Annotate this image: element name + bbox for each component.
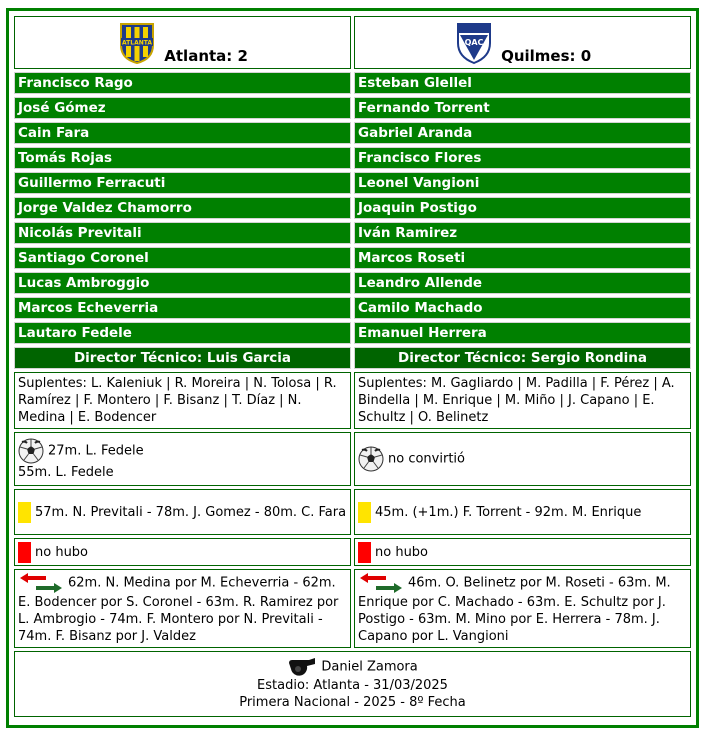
away-yellow-text: 45m. (+1m.) F. Torrent - 92m. M. Enrique — [375, 504, 642, 520]
home-goal-1: 27m. L. Fedele — [48, 443, 144, 458]
substitution-arrows-icon — [358, 572, 404, 594]
away-goals — [354, 432, 691, 486]
home-player: José Gómez — [14, 97, 351, 119]
away-player: Marcos Roseti — [354, 247, 691, 269]
away-team-header — [354, 16, 691, 69]
home-goal-2: 55m. L. Fedele — [18, 464, 114, 480]
home-player: Jorge Valdez Chamorro — [14, 197, 351, 219]
away-coach: Director Técnico: Sergio Rondina — [354, 347, 691, 369]
away-substitutes: Suplentes: M. Gagliardo | M. Padilla | F. Pérez | A. Bindella | M. Enrique | M. Miño | J. Capano | E. Schultz | O. Belinetz — [354, 372, 691, 429]
home-player: Lucas Ambroggio — [14, 272, 351, 294]
home-substitutions — [14, 569, 351, 648]
referee-name: Daniel Zamora — [321, 659, 418, 675]
away-player: Iván Ramirez — [354, 222, 691, 244]
home-team-score: Atlanta: 2 — [164, 46, 248, 65]
away-yellow-cards — [354, 489, 691, 535]
soccer-ball-icon — [358, 446, 384, 472]
match-table — [11, 13, 694, 720]
home-yellow-text: 57m. N. Previtali - 78m. J. Gomez - 80m. C. Fara — [35, 504, 347, 520]
yellow-card-icon — [18, 502, 31, 523]
away-player: Francisco Flores — [354, 147, 691, 169]
match-sheet — [6, 8, 699, 728]
substitution-arrows-icon — [18, 572, 64, 594]
quilmes-crest-text: QAC — [464, 37, 484, 47]
home-substitutions-text: 62m. N. Medina por M. Echeverria - 62m. E. Bodencer por S. Coronel - 63m. R. Ramirez por L. Ambrogio - 74m. F. Montero por N. Previtali - 74m. F. Bisanz por J. Valdez — [18, 575, 339, 644]
home-player: Santiago Coronel — [14, 247, 351, 269]
competition-round: Primera Nacional - 2025 - 8º Fecha — [239, 695, 466, 710]
away-player: Fernando Torrent — [354, 97, 691, 119]
away-player: Emanuel Herrera — [354, 322, 691, 344]
away-player: Joaquin Postigo — [354, 197, 691, 219]
quilmes-crest-icon — [454, 21, 494, 65]
soccer-ball-icon — [18, 438, 44, 464]
whistle-icon — [287, 657, 317, 677]
home-red-text: no hubo — [35, 544, 89, 560]
red-card-icon — [358, 542, 371, 563]
home-player: Cain Fara — [14, 122, 351, 144]
home-yellow-cards — [14, 489, 351, 535]
away-goals-text: no convirtió — [388, 451, 465, 467]
home-substitutes: Suplentes: L. Kaleniuk | R. Moreira | N. Tolosa | R. Ramírez | F. Montero | F. Bisanz | T. Díaz | N. Medina | E. Bodencer — [14, 372, 351, 429]
home-team-header — [14, 16, 351, 69]
away-player: Gabriel Aranda — [354, 122, 691, 144]
atlanta-crest-icon — [117, 21, 157, 65]
home-player: Lautaro Fedele — [14, 322, 351, 344]
home-red-cards — [14, 538, 351, 566]
yellow-card-icon — [358, 502, 371, 523]
away-player: Leonel Vangioni — [354, 172, 691, 194]
stadium-date: Estadio: Atlanta - 31/03/2025 — [257, 678, 448, 693]
red-card-icon — [18, 542, 31, 563]
home-player: Tomás Rojas — [14, 147, 351, 169]
match-info-footer — [14, 651, 691, 717]
away-red-cards — [354, 538, 691, 566]
home-coach: Director Técnico: Luis Garcia — [14, 347, 351, 369]
home-player: Marcos Echeverria — [14, 297, 351, 319]
home-player: Guillermo Ferracuti — [14, 172, 351, 194]
home-goals — [14, 432, 351, 486]
away-substitutions-text: 46m. O. Belinetz por M. Roseti - 63m. M. Enrique por C. Machado - 63m. E. Schultz por J. Postigo - 63m. M. Mino por E. Herrera - 78m. J. Capano por L. Vangioni — [358, 575, 671, 644]
home-player: Nicolás Previtali — [14, 222, 351, 244]
away-team-score: Quilmes: 0 — [501, 46, 592, 65]
away-player: Leandro Allende — [354, 272, 691, 294]
away-substitutions — [354, 569, 691, 648]
away-player: Camilo Machado — [354, 297, 691, 319]
away-red-text: no hubo — [375, 544, 429, 560]
away-player: Esteban Glellel — [354, 72, 691, 94]
home-player: Francisco Rago — [14, 72, 351, 94]
atlanta-crest-text: ATLANTA — [122, 39, 153, 46]
